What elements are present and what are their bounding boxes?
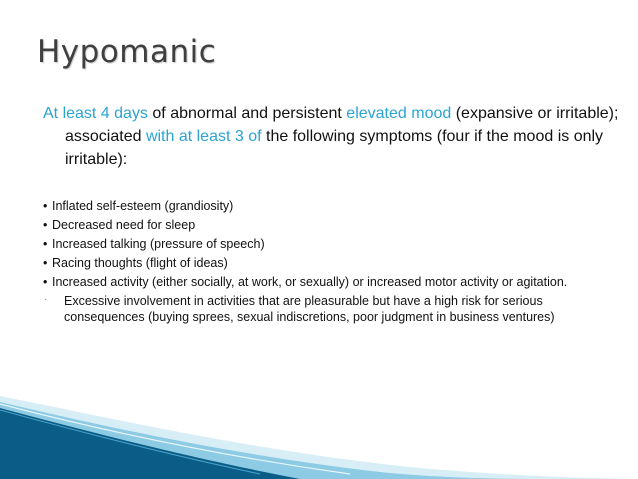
- intro-highlight-duration: At least 4 days: [43, 105, 148, 122]
- intro-highlight-count: with at least 3 of: [145, 128, 262, 145]
- list-item-text: Increased talking (pressure of speech): [52, 237, 265, 251]
- bullet-marker: ·: [44, 294, 48, 305]
- intro-highlight-mood: elevated mood: [346, 105, 452, 122]
- bullet-marker: •: [43, 218, 48, 232]
- list-item: [43, 274, 603, 290]
- list-item: [43, 255, 603, 271]
- bullet-marker: •: [43, 199, 48, 213]
- intro-text-3: the following symptoms (four if the mood is only irritable):: [65, 128, 604, 168]
- bullet-marker: •: [43, 256, 48, 270]
- bullet-marker: •: [43, 275, 48, 289]
- wave-highlight-line: [0, 404, 350, 474]
- bullet-marker: •: [43, 237, 48, 251]
- slide-title: Hypomanic: [37, 34, 217, 70]
- wave-dark-band: [0, 408, 300, 479]
- wave-highlight-line-2: [0, 410, 260, 474]
- intro-paragraph: [43, 102, 635, 171]
- symptom-list: [43, 198, 603, 328]
- list-item: [43, 236, 603, 252]
- list-item-text: Inflated self-esteem (grandiosity): [52, 199, 234, 213]
- list-item: [43, 198, 603, 214]
- wave-mid-band: [0, 402, 540, 479]
- list-item-text: Decreased need for sleep: [52, 218, 196, 232]
- list-item: [43, 217, 603, 233]
- wave-light-band: [0, 396, 638, 479]
- intro-text-2: (expansive or irritable); associated: [65, 105, 619, 145]
- list-item-text: Excessive involvement in activities that are pleasurable but have a high risk for serious consequences (buying sprees, sexual indiscretions, poor judgment in business ventures): [64, 294, 555, 324]
- list-item-text: Increased activity (either socially, at work, or sexually) or increased motor activity or agitation.: [52, 275, 568, 289]
- intro-text-1: of abnormal and persistent: [147, 105, 347, 122]
- list-item-text: Racing thoughts (flight of ideas): [52, 256, 228, 270]
- list-item: [43, 293, 603, 325]
